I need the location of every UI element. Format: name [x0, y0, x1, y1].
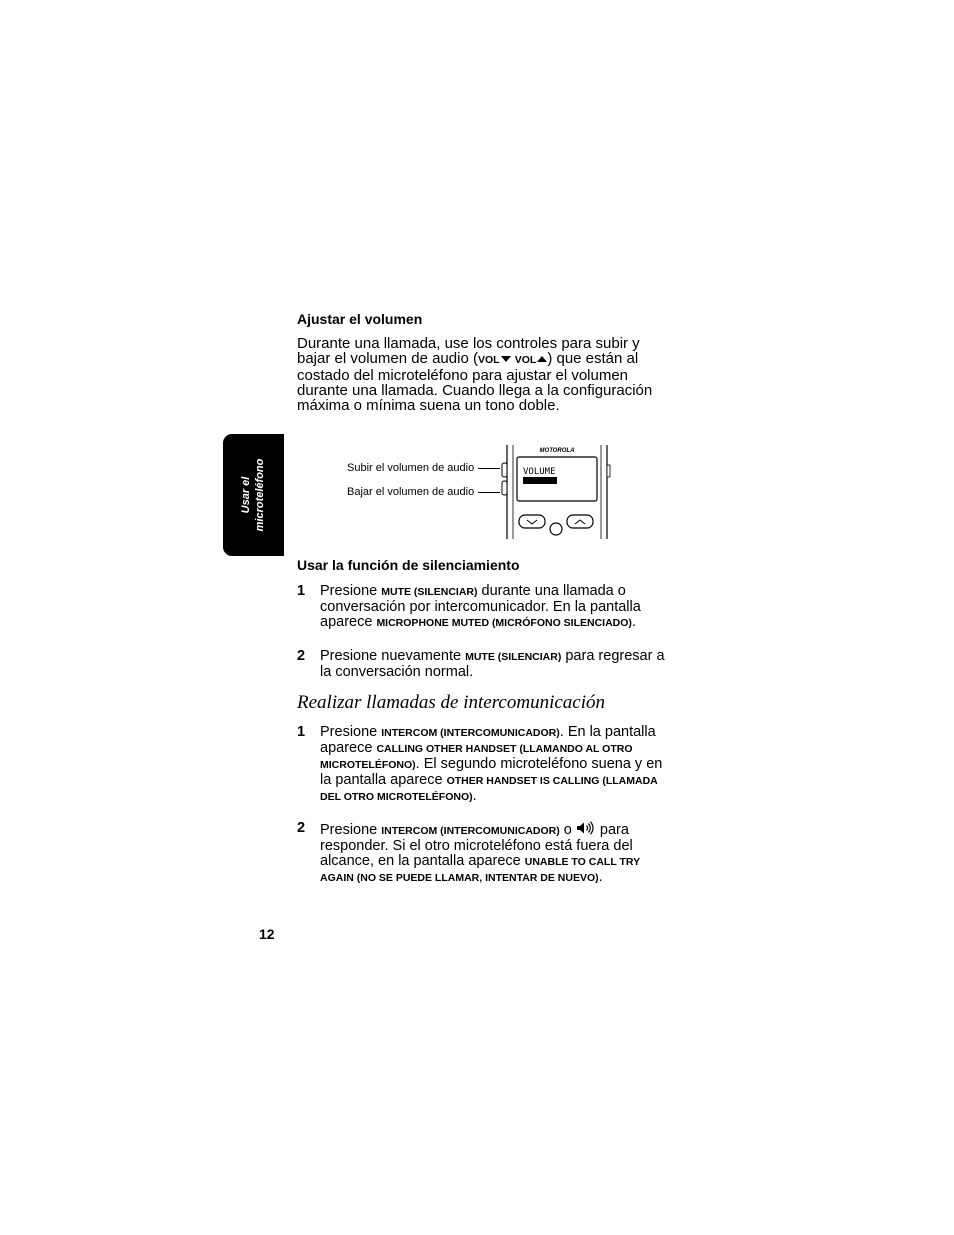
side-tab-label — [239, 440, 267, 550]
key-label-mute: MUTE (SILENCIAR) — [465, 651, 562, 663]
step-text-part: Presione — [320, 822, 382, 838]
step-text — [320, 821, 665, 886]
step-text-part: para responder. Si el otro microteléfono está fuera del alcance, en la pantalla aparece — [320, 822, 633, 869]
step-text — [320, 584, 665, 631]
step-text-part: o — [559, 822, 576, 838]
side-tab-line1: Usar el — [240, 476, 252, 514]
vol-down-button — [519, 515, 545, 528]
vol-up-button — [567, 515, 593, 528]
volume-text-a: Durante una llamada, use los controles para subir y bajar el volumen de audio ( — [297, 335, 640, 367]
side-tab — [223, 434, 284, 556]
key-label-intercom: INTERCOM (INTERCOMUNICADOR) — [381, 727, 560, 739]
handset-illustration — [497, 443, 615, 541]
display-message: UNABLE TO CALL TRY AGAIN (NO SE PUEDE LLAMAR, INTENTAR DE NUEVO) — [320, 856, 640, 884]
step-number: 2 — [297, 648, 306, 664]
speaker-icon — [576, 821, 596, 835]
step-text-part: . El segundo microteléfono suena y en la pantalla aparece — [320, 756, 663, 788]
volume-paragraph — [297, 336, 662, 413]
page-number: 12 — [259, 926, 275, 942]
step-text-part: Presione — [320, 724, 382, 740]
screen-text: VOLUME — [523, 467, 556, 477]
arrow-up-icon — [537, 356, 547, 362]
step-text — [320, 649, 665, 680]
side-tab-line2: microteléfono — [254, 458, 266, 532]
step-text-part: para regresar a la conversación normal. — [320, 648, 665, 680]
volume-bar — [523, 477, 557, 484]
step-number: 1 — [297, 724, 306, 740]
volume-text-b: ) que están al costado del microteléfono para ajustar el volumen durante una llamada. Cuando llega a la configuración máxima o mínima suena un tono doble. — [297, 350, 653, 414]
step-text-part: Presione nuevamente — [320, 648, 466, 664]
display-message: OTHER HANDSET IS CALLING (LLAMADA DEL OTRO MICROTELÉFONO) — [320, 775, 658, 803]
arrow-down-icon — [501, 356, 511, 362]
step-text-part: Presione — [320, 583, 382, 599]
step-text-part: . — [472, 788, 477, 804]
step-text-part: . En la pantalla aparece — [320, 724, 656, 756]
label-volume-down: Bajar el volumen de audio — [347, 486, 475, 498]
key-label-mute: MUTE (SILENCIAR) — [381, 586, 478, 598]
vol-down-label: VOL — [477, 354, 500, 366]
step-number: 1 — [297, 583, 306, 599]
display-message: CALLING OTHER HANDSET (LLAMANDO AL OTRO MICROTELÉFONO) — [320, 743, 633, 771]
center-button — [550, 523, 562, 535]
step-text-part: . — [598, 869, 603, 885]
step-text — [320, 725, 665, 805]
step-text-part: . — [631, 614, 636, 630]
brand-logo: MOTOROLA — [539, 448, 575, 454]
section-heading-volume: Ajustar el volumen — [297, 311, 423, 327]
section-heading-intercom: Realizar llamadas de intercomunicación — [297, 692, 605, 713]
step-number: 2 — [297, 820, 306, 836]
key-label-intercom: INTERCOM (INTERCOMUNICADOR) — [381, 825, 560, 837]
section-heading-mute: Usar la función de silenciamiento — [297, 557, 520, 573]
display-message: MICROPHONE MUTED (MICRÓFONO SILENCIADO) — [376, 617, 632, 629]
vol-up-label: VOL — [514, 354, 537, 366]
step-text-part: durante una llamada o conversación por intercomunicador. En la pantalla aparece — [320, 583, 641, 630]
label-volume-up: Subir el volumen de audio — [347, 462, 475, 474]
